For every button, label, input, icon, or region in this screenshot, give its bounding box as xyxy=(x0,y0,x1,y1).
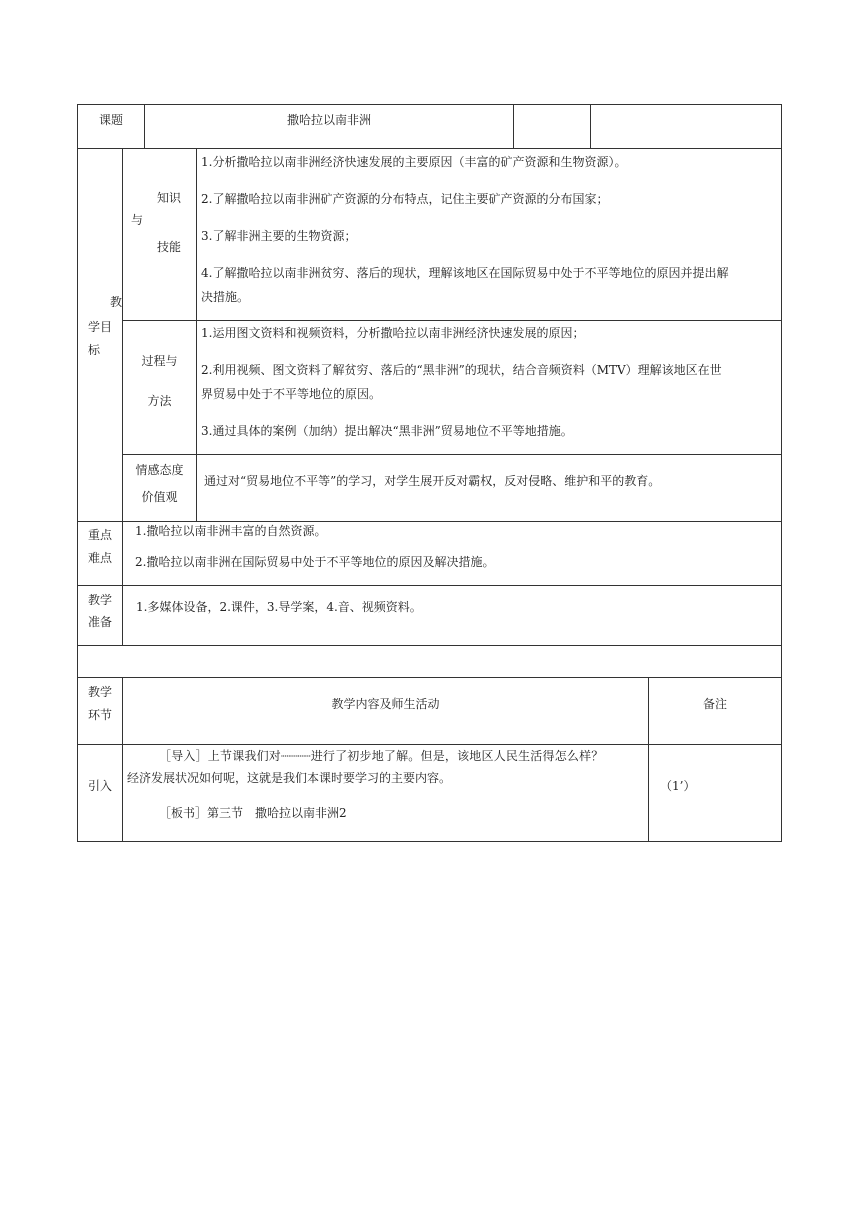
process-item-1: 1.运用图文资料和视频资料，分析撒哈拉以南非洲经济快速发展的原因； xyxy=(201,326,585,340)
objectives-label-2: 学目 xyxy=(88,320,113,334)
key-points-content xyxy=(135,521,775,572)
process-item-2: 2.利用视频、图文资料了解贫穷、落后的“黑非洲”的现状，结合音频资料（MTV）理解该地区在世 xyxy=(201,363,722,377)
knowledge-label-1: 知识 xyxy=(157,191,182,205)
intro-line-3: ［板书］第三节 撒哈拉以南非洲2 xyxy=(159,806,347,820)
border-header-bottom xyxy=(77,148,782,149)
intro-line-1: ［导入］上节课我们对┈┈┈┈进行了初步地了解。但是，该地区人民生活得怎么样？ xyxy=(159,749,604,763)
stage-header xyxy=(78,682,122,725)
topic-title xyxy=(145,110,513,130)
objectives-label-1: 教 xyxy=(109,295,122,309)
process-label-1: 过程与 xyxy=(141,354,178,368)
border-header-col2 xyxy=(513,104,514,148)
stage-header-2: 环节 xyxy=(87,708,112,722)
key-points-label xyxy=(78,525,122,568)
stage-header-1: 教学 xyxy=(87,685,112,699)
knowledge-item-2: 2.了解撒哈拉以南非洲矿产资源的分布特点，记住主要矿产资源的分布国家； xyxy=(201,192,609,206)
emotion-label-2: 价值观 xyxy=(141,490,178,504)
emotion-label-1: 情感态度 xyxy=(135,463,184,477)
border-keypoints-bottom xyxy=(77,585,782,586)
content-header xyxy=(123,694,648,714)
objectives-label xyxy=(78,292,122,360)
key-point-1: 1.撒哈拉以南非洲丰富的自然资源。 xyxy=(135,524,327,538)
process-label xyxy=(123,351,196,411)
border-objectives-col2 xyxy=(196,148,197,521)
knowledge-item-3: 3.了解非洲主要的生物资源； xyxy=(201,229,357,243)
topic-label xyxy=(78,110,144,130)
preparation-text: 1.多媒体设备，2.课件，3.导学案，4.音、视频资料。 xyxy=(136,600,422,614)
emotion-content xyxy=(204,471,779,491)
emotion-text: 通过对“贸易地位不平等”的学习，对学生展开反对霸权，反对侵略、维护和平的教育。 xyxy=(204,474,661,488)
border-right xyxy=(781,104,782,841)
border-top xyxy=(77,104,782,105)
content-header-text: 教学内容及师生活动 xyxy=(331,697,440,711)
process-item-2-cont: 界贸易中处于不平等地位的原因。 xyxy=(201,387,382,401)
border-tablehead-bottom xyxy=(77,744,782,745)
notes-header xyxy=(649,694,781,714)
process-content xyxy=(201,323,779,441)
topic-title-text: 撒哈拉以南非洲 xyxy=(286,113,371,127)
preparation-content xyxy=(136,597,776,617)
border-process-bottom xyxy=(122,454,782,455)
process-item-3: 3.通过具体的案例（加纳）提出解决“黑非洲”贸易地位不平等地措施。 xyxy=(201,424,573,438)
intro-label-text: 引入 xyxy=(87,779,112,793)
knowledge-item-4: 4.了解撒哈拉以南非洲贫穷、落后的现状，理解该地区在国际贸易中处于不平等地位的原因并提出解 xyxy=(201,266,729,280)
objectives-label-3: 标 xyxy=(88,343,101,357)
knowledge-item-1: 1.分析撒哈拉以南非洲经济快速发展的主要原因（丰富的矿产资源和生物资源）。 xyxy=(201,155,627,169)
notes-header-text: 备注 xyxy=(702,697,727,711)
knowledge-label-3: 技能 xyxy=(157,240,182,254)
process-label-2: 方法 xyxy=(147,394,172,408)
intro-line-2: 经济发展状况如何呢，这就是我们本课时要学习的主要内容。 xyxy=(127,771,452,785)
intro-note-text: （1’） xyxy=(660,779,696,793)
preparation-label-2: 准备 xyxy=(87,615,112,629)
intro-content xyxy=(127,746,647,823)
intro-label xyxy=(78,776,122,796)
border-left xyxy=(77,104,78,841)
knowledge-content xyxy=(201,152,779,307)
emotion-label xyxy=(123,460,196,507)
knowledge-item-4-cont: 决措施。 xyxy=(201,290,250,304)
border-bottom xyxy=(77,841,782,842)
key-point-2: 2.撒哈拉以南非洲在国际贸易中处于不平等地位的原因及解决措施。 xyxy=(135,555,495,569)
border-empty-bottom xyxy=(77,677,782,678)
border-header-col3 xyxy=(590,104,591,148)
border-prep-bottom xyxy=(77,645,782,646)
knowledge-label-2: 与 xyxy=(131,213,144,227)
preparation-label xyxy=(78,590,122,632)
border-keyprep-col1 xyxy=(122,521,123,645)
intro-note xyxy=(660,776,770,796)
border-knowledge-bottom xyxy=(122,320,782,321)
key-points-label-1: 重点 xyxy=(87,528,112,542)
knowledge-label xyxy=(123,188,196,257)
key-points-label-2: 难点 xyxy=(87,551,112,565)
preparation-label-1: 教学 xyxy=(87,593,112,607)
topic-label-text: 课题 xyxy=(98,113,123,127)
